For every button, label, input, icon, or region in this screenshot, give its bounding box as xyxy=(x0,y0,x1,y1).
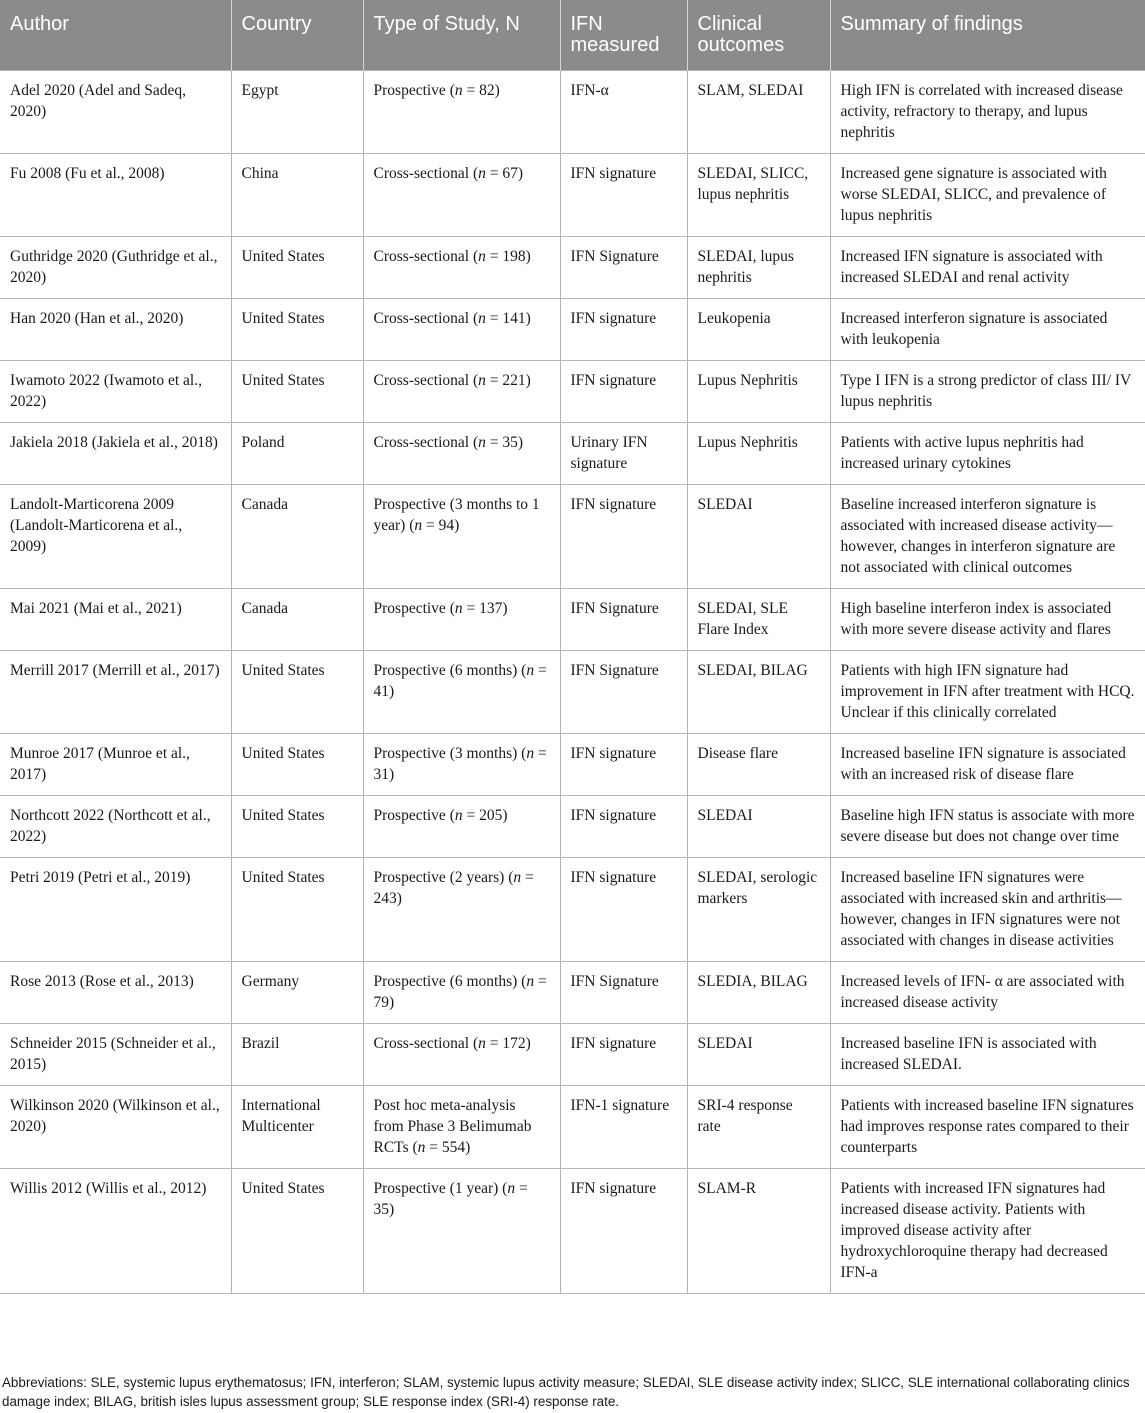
clinical-outcomes-cell: SLEDIA, BILAG xyxy=(687,962,830,1024)
summary-cell: High baseline interferon index is associated with more severe disease activity and flares xyxy=(830,589,1145,651)
author-cell: Fu 2008 (Fu et al., 2008) xyxy=(0,154,231,237)
ifn-measured-cell: IFN signature xyxy=(560,1024,687,1086)
summary-cell: Patients with active lupus nephritis had increased urinary cytokines xyxy=(830,423,1145,485)
summary-cell: Baseline high IFN status is associate with more severe disease but does not change over time xyxy=(830,796,1145,858)
country-cell: United States xyxy=(231,734,363,796)
study-type-cell: Cross-sectional (n = 221) xyxy=(363,361,560,423)
author-cell: Wilkinson 2020 (Wilkinson et al., 2020) xyxy=(0,1086,231,1169)
study-type-cell: Cross-sectional (n = 35) xyxy=(363,423,560,485)
country-cell: United States xyxy=(231,237,363,299)
clinical-outcomes-cell: SLEDAI, SLICC, lupus nephritis xyxy=(687,154,830,237)
summary-cell: Type I IFN is a strong predictor of class III/ IV lupus nephritis xyxy=(830,361,1145,423)
ifn-measured-cell: IFN signature xyxy=(560,154,687,237)
country-cell: Germany xyxy=(231,962,363,1024)
author-cell: Jakiela 2018 (Jakiela et al., 2018) xyxy=(0,423,231,485)
author-cell: Northcott 2022 (Northcott et al., 2022) xyxy=(0,796,231,858)
country-cell: International Multicenter xyxy=(231,1086,363,1169)
study-type-cell: Prospective (6 months) (n = 41) xyxy=(363,651,560,734)
study-type-cell: Prospective (2 years) (n = 243) xyxy=(363,858,560,962)
ifn-measured-cell: IFN signature xyxy=(560,361,687,423)
ifn-measured-cell: IFN signature xyxy=(560,734,687,796)
table-row xyxy=(0,1169,1145,1294)
ifn-measured-cell: IFN-α xyxy=(560,71,687,154)
summary-cell: Baseline increased interferon signature is associated with increased disease activity—however, changes in interferon signature are not associated with clinical outcomes xyxy=(830,485,1145,589)
summary-cell: High IFN is correlated with increased disease activity, refractory to therapy, and lupus nephritis xyxy=(830,71,1145,154)
country-cell: Brazil xyxy=(231,1024,363,1086)
country-cell: United States xyxy=(231,796,363,858)
header-clinical-outcomes: Clinical outcomes xyxy=(687,0,830,71)
summary-cell: Increased baseline IFN signature is associated with an increased risk of disease flare xyxy=(830,734,1145,796)
ifn-measured-cell: IFN-1 signature xyxy=(560,1086,687,1169)
clinical-outcomes-cell: SLAM, SLEDAI xyxy=(687,71,830,154)
table-row xyxy=(0,237,1145,299)
country-cell: Canada xyxy=(231,589,363,651)
author-cell: Willis 2012 (Willis et al., 2012) xyxy=(0,1169,231,1294)
table-header xyxy=(0,0,1145,71)
table-row xyxy=(0,485,1145,589)
table-body xyxy=(0,71,1145,1294)
clinical-outcomes-cell: Disease flare xyxy=(687,734,830,796)
summary-cell: Patients with high IFN signature had improvement in IFN after treatment with HCQ. Unclear if this clinically correlated xyxy=(830,651,1145,734)
ifn-measured-cell: IFN Signature xyxy=(560,651,687,734)
header-study-type: Type of Study, N xyxy=(363,0,560,71)
clinical-outcomes-cell: Leukopenia xyxy=(687,299,830,361)
header-author: Author xyxy=(0,0,231,71)
table-row xyxy=(0,361,1145,423)
country-cell: United States xyxy=(231,361,363,423)
author-cell: Petri 2019 (Petri et al., 2019) xyxy=(0,858,231,962)
clinical-outcomes-cell: SLAM-R xyxy=(687,1169,830,1294)
study-type-cell: Prospective (n = 205) xyxy=(363,796,560,858)
country-cell: United States xyxy=(231,858,363,962)
clinical-outcomes-cell: SLEDAI, SLE Flare Index xyxy=(687,589,830,651)
country-cell: China xyxy=(231,154,363,237)
header-country: Country xyxy=(231,0,363,71)
clinical-outcomes-cell: SLEDAI, BILAG xyxy=(687,651,830,734)
study-type-cell: Prospective (n = 82) xyxy=(363,71,560,154)
table-row xyxy=(0,858,1145,962)
author-cell: Adel 2020 (Adel and Sadeq, 2020) xyxy=(0,71,231,154)
country-cell: Poland xyxy=(231,423,363,485)
country-cell: United States xyxy=(231,1169,363,1294)
table-row xyxy=(0,962,1145,1024)
author-cell: Han 2020 (Han et al., 2020) xyxy=(0,299,231,361)
clinical-outcomes-cell: Lupus Nephritis xyxy=(687,423,830,485)
study-type-cell: Cross-sectional (n = 172) xyxy=(363,1024,560,1086)
author-cell: Guthridge 2020 (Guthridge et al., 2020) xyxy=(0,237,231,299)
study-type-cell: Prospective (6 months) (n = 79) xyxy=(363,962,560,1024)
table-row xyxy=(0,423,1145,485)
summary-cell: Increased baseline IFN signatures were associated with increased skin and arthritis—however, changes in IFN signatures were not associated with changes in disease activities xyxy=(830,858,1145,962)
ifn-measured-cell: IFN signature xyxy=(560,485,687,589)
header-ifn-measured: IFN measured xyxy=(560,0,687,71)
clinical-outcomes-cell: SLEDAI xyxy=(687,1024,830,1086)
author-cell: Mai 2021 (Mai et al., 2021) xyxy=(0,589,231,651)
author-cell: Merrill 2017 (Merrill et al., 2017) xyxy=(0,651,231,734)
summary-cell: Increased baseline IFN is associated with increased SLEDAI. xyxy=(830,1024,1145,1086)
author-cell: Schneider 2015 (Schneider et al., 2015) xyxy=(0,1024,231,1086)
study-type-cell: Prospective (3 months to 1 year) (n = 94) xyxy=(363,485,560,589)
country-cell: Egypt xyxy=(231,71,363,154)
clinical-outcomes-cell: SRI-4 response rate xyxy=(687,1086,830,1169)
ifn-measured-cell: IFN signature xyxy=(560,796,687,858)
table-row xyxy=(0,796,1145,858)
study-type-cell: Cross-sectional (n = 198) xyxy=(363,237,560,299)
table-row xyxy=(0,1086,1145,1169)
clinical-outcomes-cell: SLEDAI xyxy=(687,796,830,858)
country-cell: Canada xyxy=(231,485,363,589)
table-row xyxy=(0,589,1145,651)
study-type-cell: Prospective (3 months) (n = 31) xyxy=(363,734,560,796)
ifn-measured-cell: IFN Signature xyxy=(560,962,687,1024)
study-type-cell: Cross-sectional (n = 141) xyxy=(363,299,560,361)
header-row xyxy=(0,0,1145,71)
clinical-outcomes-cell: SLEDAI, lupus nephritis xyxy=(687,237,830,299)
table-footnote: Abbreviations: SLE, systemic lupus erythematosus; IFN, interferon; SLAM, systemic lupus activity measure; SLEDAI, SLE disease activity index; SLICC, SLE international collaborating clinics damage index; BILAG, british isles lupus assessment group; SLE response index (SRI-4) response rate. xyxy=(2,1375,1130,1409)
ifn-measured-cell: IFN Signature xyxy=(560,237,687,299)
table-row xyxy=(0,71,1145,154)
author-cell: Munroe 2017 (Munroe et al., 2017) xyxy=(0,734,231,796)
summary-cell: Increased levels of IFN- α are associated with increased disease activity xyxy=(830,962,1145,1024)
ifn-measured-cell: IFN signature xyxy=(560,1169,687,1294)
study-type-cell: Prospective (1 year) (n = 35) xyxy=(363,1169,560,1294)
table-row xyxy=(0,651,1145,734)
summary-cell: Patients with increased baseline IFN signatures had improves response rates compared to their counterparts xyxy=(830,1086,1145,1169)
table-row xyxy=(0,299,1145,361)
summary-cell: Increased IFN signature is associated with increased SLEDAI and renal activity xyxy=(830,237,1145,299)
country-cell: United States xyxy=(231,299,363,361)
ifn-measured-cell: Urinary IFN signature xyxy=(560,423,687,485)
summary-cell: Increased gene signature is associated with worse SLEDAI, SLICC, and prevalence of lupus nephritis xyxy=(830,154,1145,237)
study-type-cell: Post hoc meta-analysis from Phase 3 Belimumab RCTs (n = 554) xyxy=(363,1086,560,1169)
ifn-measured-cell: IFN signature xyxy=(560,299,687,361)
ifn-measured-cell: IFN Signature xyxy=(560,589,687,651)
summary-cell: Increased interferon signature is associated with leukopenia xyxy=(830,299,1145,361)
clinical-outcomes-cell: SLEDAI xyxy=(687,485,830,589)
study-type-cell: Prospective (n = 137) xyxy=(363,589,560,651)
author-cell: Rose 2013 (Rose et al., 2013) xyxy=(0,962,231,1024)
table-row xyxy=(0,1024,1145,1086)
clinical-outcomes-cell: Lupus Nephritis xyxy=(687,361,830,423)
country-cell: United States xyxy=(231,651,363,734)
ifn-measured-cell: IFN signature xyxy=(560,858,687,962)
clinical-outcomes-cell: SLEDAI, serologic markers xyxy=(687,858,830,962)
summary-cell: Patients with increased IFN signatures had increased disease activity. Patients with improved disease activity after hydroxychloroquine therapy had decreased IFN-a xyxy=(830,1169,1145,1294)
table-row xyxy=(0,734,1145,796)
author-cell: Iwamoto 2022 (Iwamoto et al., 2022) xyxy=(0,361,231,423)
header-summary: Summary of findings xyxy=(830,0,1145,71)
study-type-cell: Cross-sectional (n = 67) xyxy=(363,154,560,237)
author-cell: Landolt-Marticorena 2009 (Landolt-Marticorena et al., 2009) xyxy=(0,485,231,589)
table-row xyxy=(0,154,1145,237)
